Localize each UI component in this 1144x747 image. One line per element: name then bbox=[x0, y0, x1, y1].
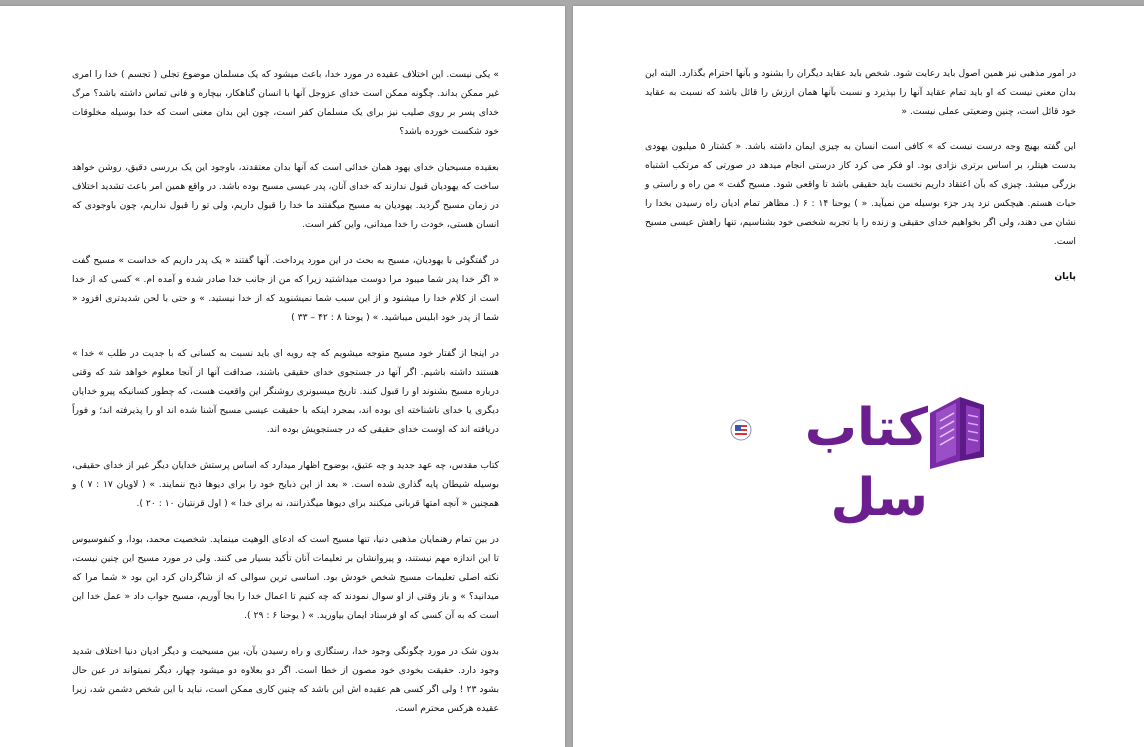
page-text-right bbox=[645, 64, 1076, 302]
flag-icon bbox=[730, 419, 752, 441]
ketabsal-logo bbox=[728, 391, 990, 528]
paragraph: » یکی نیست. این اختلاف عقیده در مورد خدا، باعث میشود که یک مسلمان موضوع تجلی ( تجسم ) خدا را امری غیر ممکن بداند. چگونه ممکن است خدای عزوجل آنها با انسان گناهکار، بیچاره و فانی تماس داشته باشد؟ مرگ خدای پسر بر روی صلیب نیز برای یک مسلمان کفر است، چون این بدان معنی است که خدا بوسیله مخلوقات خود شکست خورده باشد؟ bbox=[72, 69, 499, 137]
end-label: پایان bbox=[1054, 271, 1076, 282]
paragraph: در اینجا از گفتار خود مسیح متوجه میشویم که چه رویه ای باید نسبت به کسانی که با جدیت در طلب » خدا » هستند داشته باشیم. اگر آنها در جستجوی خدای حقیقی باشند، صداقت آنها از آنجا معلوم خواهد شد که وقتی درباره مسیح بشنوند او را قبول کنند. تاریخ میسیونری روشنگر این واقعیت هست، که چطور کسانیکه پیرو خدایان دیگری یا خدای ناشناخته ای بوده اند، بمجرد اینکه با حقیقت عیسی مسیح آشنا شده اند او را پذیرفته اند؛ و فوراً دریافته اند که اوست خدای حقیقی که در جستجویش بوده اند. bbox=[72, 348, 499, 435]
page-text-left bbox=[72, 65, 499, 735]
document-page-left bbox=[0, 6, 565, 747]
document-page-right bbox=[573, 6, 1144, 747]
paragraph: در بین تمام رهنمایان مذهبی دنیا، تنها مسیح است که ادعای الوهیت مینماید. شخصیت محمد، بودا، و کنفوسیوس تا این اندازه مهم نیستند، و پیروانشان بر تعلیمات آنان تأکید بسیار می کنند. ولی در مورد مسیح این چنین نیست، نکته اصلی تعلیمات مسیح شخص خودش بود. اساسی ترین سوالی که از شاگردان کرد این بود « شما مرا که میدانید؟ » و باز وقتی از او سوال نمودند که چه کنیم تا اعمال خدا را بجا آوریم، مسیح جواب داد « عمل خدا این است که به آن کسی که او فرستاد ایمان بیاورید. » ( یوحنا ۶ : ۲۹ ). bbox=[72, 534, 499, 621]
paragraph: این گفته بهیچ وجه درست نیست که » کافی است انسان به چیزی ایمان داشته باشد. « کشتار ۵ میلیون یهودی بدست هیتلر، بر اساس برتری نژادی بود. او فکر می کرد کار درستی انجام میدهد در صورتی که مرتکب اشتباه بزرگی میشد. چیزی که بآن اعتقاد داریم نخست باید حقیقی باشد تا واقعی شود. مسیح گفت » من راه و راستی و حیات هستم. هیچکس نزد پدر جزء بوسیله من نمیآید. « ) یوحنا ۱۴ : ۶ (. مظاهر تمام ادیان راه رسیدن بخدا را نشان می دهند، ولی اگر بخواهیم خدای حقیقی و زنده را با تجربه شخصی خود بشناسیم، تنها راهش عیسی مسیح است. bbox=[645, 141, 1077, 247]
paragraph: در امور مذهبی نیز همین اصول باید رعایت شود. شخص باید عقاید دیگران را بشنود و بآنها احترام بگذارد. البته این بدان معنی نیست که او باید تمام عقاید آنها را بپذیرد و نسبت بآنها همان ارزش را قائل باشد که نسبت به عقاید خود قائل است، چنین وضعیتی عملی نیست. « bbox=[645, 68, 1076, 117]
paragraph: بعقیده مسیحیان خدای یهود همان خدائی است که آنها بدان معتقدند، باوجود این یک بررسی دقیق، روشن خواهد ساخت که یهودیان قبول ندارند که خدای آنان، پدر عیسی مسیح بوده باشد. در واقع همین امر باعث تشدید اختلاف در زمان مسیح گردید. یهودیان به مسیح میگفتند ما خدا را قبول داریم، ولی تو را قبول نداریم، چون باوجودی که انسان هستی، خودت را خدا میدانی، واین کفر است. bbox=[72, 162, 499, 230]
paragraph: کتاب مقدس، چه عهد جدید و چه عتیق، بوضوح اظهار میدارد که اساس پرستش خدایان دیگر غیر از خدای حقیقی، بوسیله شیطان پایه گذاری شده است. « بعد از این ذبایح خود را برای دیوها ذبح ننمایند. » ( لاویان ۱۷ : ۷ ) و همچنین « آنچه امتها قربانی میکنند برای دیوها میگذرانند، نه برای خدا » ( اول قرنتیان ۱۰ : ۲۰ ). bbox=[72, 460, 499, 509]
paragraph: در گفتگوئی با یهودیان، مسیح به بحث در این مورد پرداخت. آنها گفتند « یک پدر داریم که خداست » مسیح گفت « اگر خدا پدر شما میبود مرا دوست میداشتید زیرا که من از جانب خدا صادر شده و آمده ام. » کسی که از خدا است از کلام خدا را میشنود و از این سبب شما نمیشنوید که از خدا نیستید. » و حتی با لحن شدیدتری افزود « شما از پدر خود ابلیس میباشید. » ( یوحنا ۸ : ۴۲ – ۳۳ ) bbox=[72, 255, 499, 323]
paragraph: بدون شک در مورد چگونگی وجود خدا، رستگاری و راه رسیدن بآن، بین مسیحیت و دیگر ادیان دنیا اختلاف شدید وجود دارد. حقیقت بخودی خود مصون از خطا است. اگر دو بعلاوه دو میشود چهار، دیگر نمیتواند در عین حال بشود ۲۳ ! ولی اگر کسی هم عقیده اش این باشد که چنین کاری ممکن است، نباید با این شخص دشمن شد، زیرا عقیده هرکس محترم است. bbox=[72, 646, 500, 714]
logo-text: کتاب سل bbox=[804, 398, 928, 528]
book-icon bbox=[926, 391, 990, 471]
